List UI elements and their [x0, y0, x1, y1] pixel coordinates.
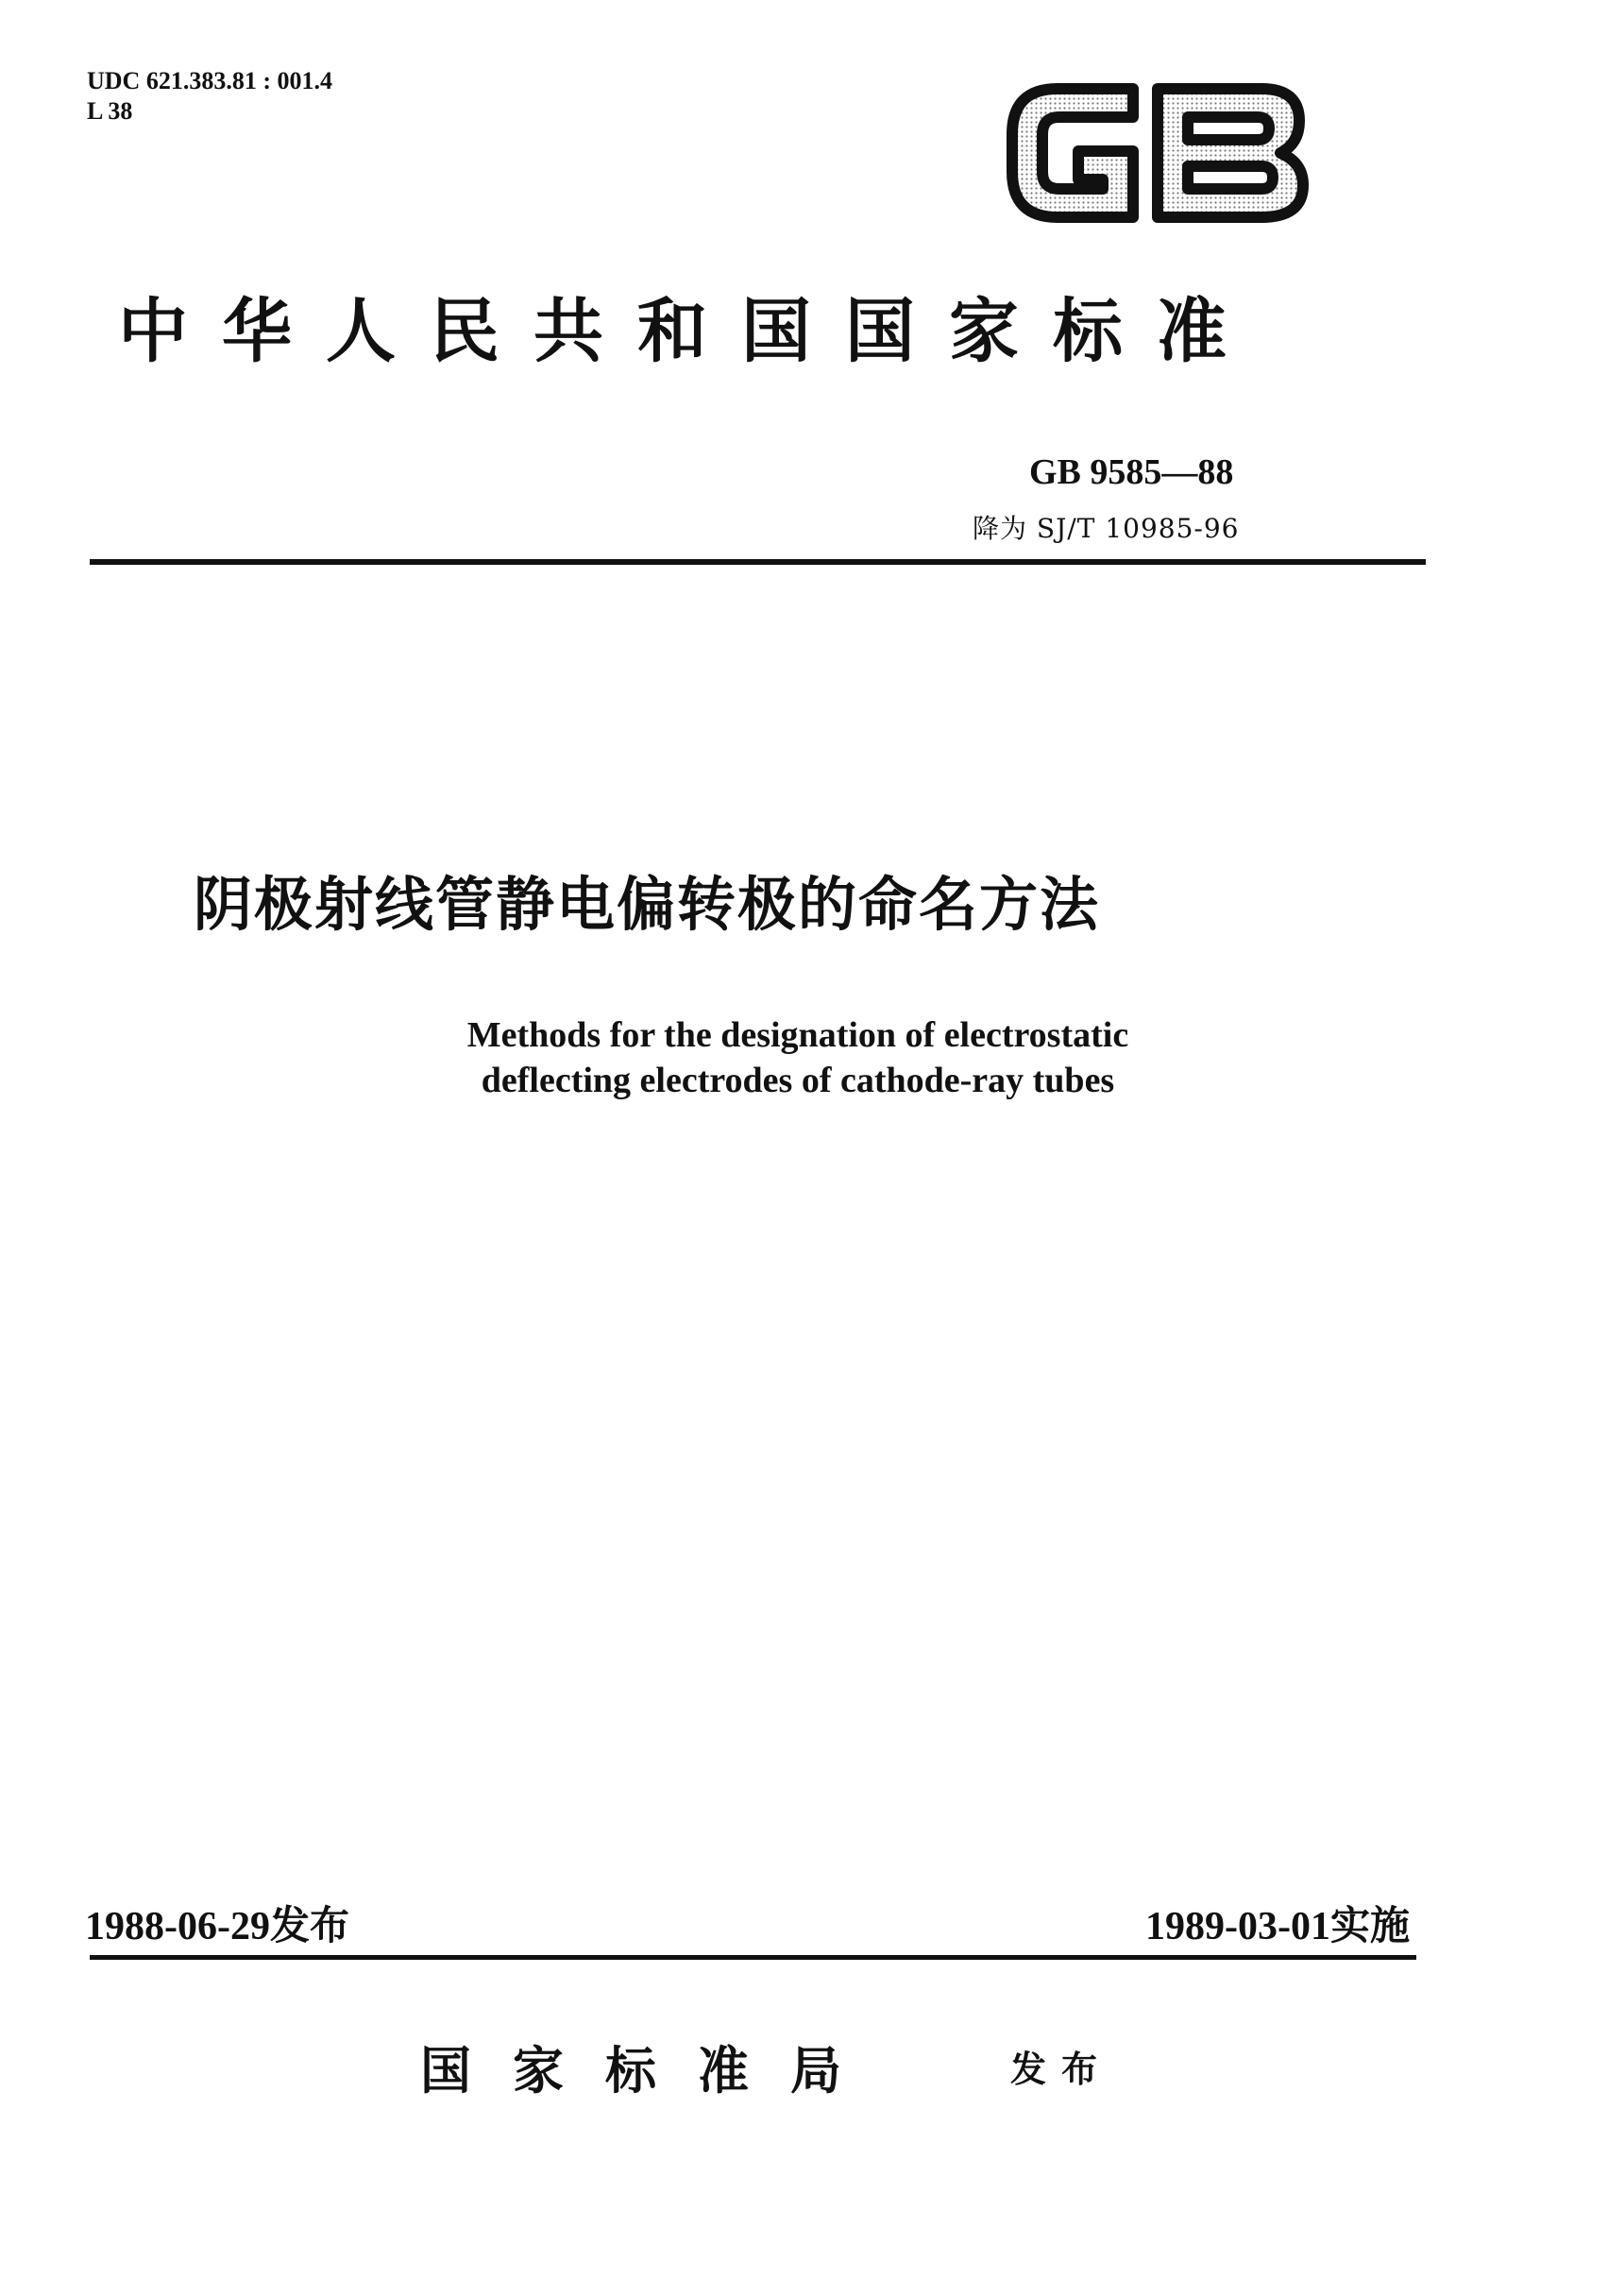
effective-date: 1989-03-01实施 [1145, 1905, 1410, 1948]
publisher-suffix: 发布 [1010, 2049, 1113, 2090]
english-title-line-2: deflecting electrodes of cathode-ray tubes [481, 1061, 1115, 1100]
standard-number: GB 9585—88 [1029, 452, 1234, 492]
replaced-by-note: 降为 SJ/T 10985-96 [973, 513, 1240, 544]
header-divider [90, 559, 1426, 565]
udc-code: UDC 621.383.81 : 001.4 [87, 67, 332, 94]
english-title [283, 1012, 1312, 1103]
publisher-name: 国家标准局 [420, 2041, 883, 2100]
udc-block [87, 66, 332, 127]
english-title-line-1: Methods for the designation of electrostatic [466, 1015, 1129, 1055]
gb-logo-letter-g [1012, 89, 1133, 217]
gb-logo-letter-b [1158, 89, 1303, 217]
footer-divider [90, 1955, 1416, 1960]
classification-code: L 38 [87, 97, 133, 125]
issue-date: 1988-06-29发布 [85, 1905, 349, 1948]
national-standard-heading: 中华人民共和国国家标准 [118, 291, 1261, 372]
chinese-title: 阴极射线管静电偏转极的命名方法 [194, 870, 1101, 939]
gb-logo [991, 68, 1317, 236]
